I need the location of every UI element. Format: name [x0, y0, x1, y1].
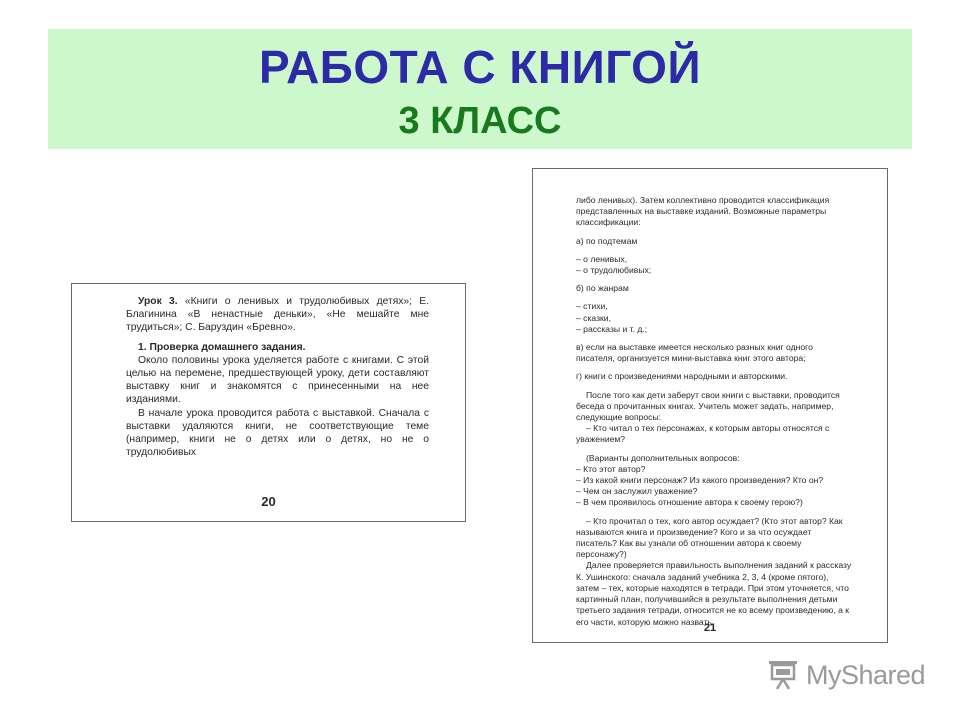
paragraph-gap: [576, 294, 853, 301]
text-line: – стихи,: [576, 301, 608, 312]
paragraph-gap: [576, 229, 853, 236]
text-line: – сказки,: [576, 312, 611, 323]
text-line: – рассказы и т. д.;: [576, 323, 648, 334]
text-line: – Из какой книги персонаж? Из какого произведения? Кто он?: [576, 475, 824, 486]
paragraph-gap: [576, 276, 853, 283]
paragraph: Далее проверяется правильность выполнения заданий к рассказу К. Ушинского: сначала заданий учебника 2, 3, 4 (кроме пятого), затем – тех, которые находятся в тетради. При этом уточняется, что картинный план, получившийся в результате выполнения детьми третьего задания тетради, относится не ко всему произведению, а к его части, которую можно назвать: [576, 560, 852, 627]
book-page-left: [71, 283, 466, 522]
text-line: – о трудолюбивых;: [576, 265, 652, 276]
paragraph-gap: [576, 335, 853, 342]
paragraph: Около половины урока уделяется работе с книгами. С этой целью на перемене, предшествующей уроку, дети составляют выставку книг и знакомятся с принесенными на нее изданиями.: [126, 354, 429, 406]
text-line: в) если на выставке имеется несколько разных книг одного писателя, организуется мини-выставка книг этого автора;: [576, 342, 813, 364]
page-text: [576, 195, 853, 628]
text-line: – В чем проявилось отношение автора к своему герою?): [576, 497, 803, 508]
lesson-header: Урок 3. «Книги о ленивых и трудолюбивых детях»; Е. Благинина «В ненастные деньки», «Не мешайте мне трудиться»; С. Баруздин «Бревно».: [126, 296, 429, 334]
text-line: – Кто этот автор?: [576, 463, 646, 474]
page-number: 21: [703, 622, 717, 634]
paragraph: После того как дети заберут свои книги с выставки, проводится беседа о прочитанных книгах. Учитель может задать, например, следующие вопросы:: [576, 389, 840, 423]
text-line: б) по жанрам: [576, 283, 629, 294]
title-banner: [48, 29, 912, 149]
watermark-text: MyShared: [806, 659, 926, 690]
paragraph-gap: [576, 509, 853, 516]
paragraph: – Кто прочитал о тех, кого автор осуждает? (Кто этот автор? Как называются книга и произведение? Кого и за что осуждает писатель? Как вы узнали об отношении автора к своему персонажу?): [576, 515, 843, 560]
paragraph-gap: [576, 364, 853, 371]
projector-icon: [766, 658, 800, 692]
text-line: либо ленивых). Затем коллективно проводится классификация представленных на выставке изданий. Возможные параметры классификации:: [576, 195, 830, 228]
section-heading: 1. Проверка домашнего задания.: [138, 341, 306, 353]
text-line: а) по подтемам: [576, 235, 638, 246]
text-line: – Чем он заслужил уважение?: [576, 486, 698, 497]
paragraph-gap: [576, 446, 853, 453]
paragraph-gap: [576, 383, 853, 390]
paragraph: – Кто читал о тех персонажах, к которым авторы относятся с уважением?: [576, 423, 830, 445]
page-text: [126, 295, 429, 459]
page-number: 20: [261, 494, 276, 509]
slide-title: РАБОТА С КНИГОЙ: [258, 41, 702, 93]
paragraph: (Варианты дополнительных вопросов:: [586, 452, 740, 463]
paragraph: В начале урока проводится работа с выставкой. Сначала с выставки удаляются книги, не соответствующие теме (например, книги не о детях или о детях, но не о трудолюбивых: [126, 407, 429, 459]
slide-subtitle: 3 КЛАСС: [398, 100, 562, 142]
text-line: г) книги с произведениями народными и авторскими.: [576, 371, 788, 382]
watermark: [766, 655, 936, 695]
lesson-number: Урок 3.: [138, 296, 178, 307]
paragraph-gap: [576, 247, 853, 254]
book-page-right: [532, 168, 888, 643]
text-line: – о ленивых,: [576, 253, 628, 264]
